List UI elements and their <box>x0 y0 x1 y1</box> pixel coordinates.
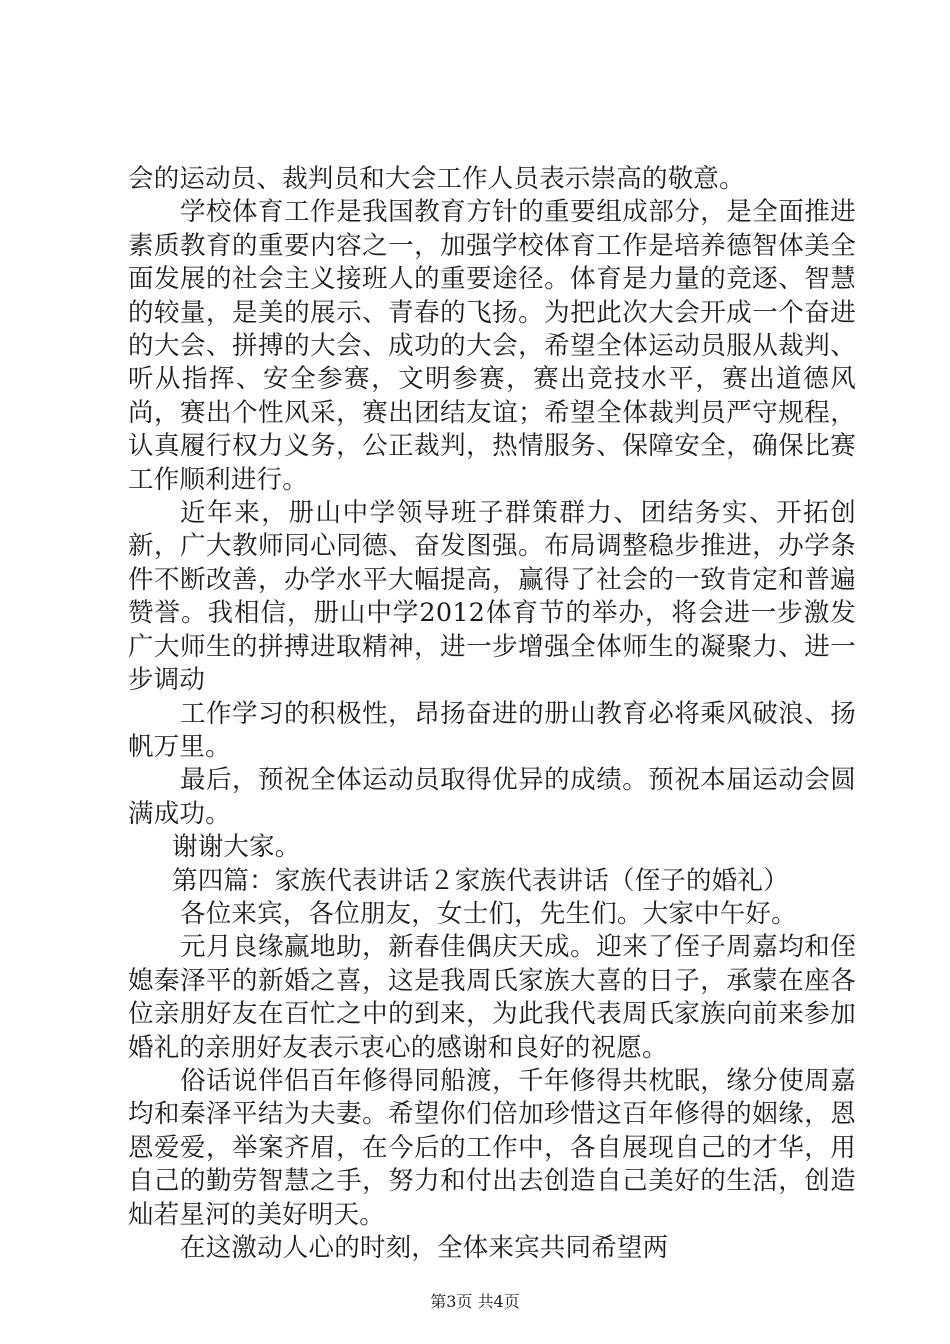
paragraph-closing-respect: 会的运动员、裁判员和大会工作人员表示崇高的敬意。 <box>128 164 745 194</box>
paragraph-work-enthusiasm: 工作学习的积极性，昂扬奋进的册山教育必将乘风破浪、扬帆万里。 <box>128 698 856 762</box>
paragraph-sports-education: 学校体育工作是我国教育方针的重要组成部分，是全面推进素质教育的重要内容之一，加强学校体育工作是培养德智体美全面发展的社会主义接班人的重要途径。体育是力量的竞逐、智慧的较量，是美的展示、青春的飞扬。为把此次大会开成一个奋进的大会、拼搏的大会、成功的大会，希望全体运动员服从裁判、听从指挥、安全参赛，文明参赛，赛出竞技水平，赛出道德风尚，赛出个性风采，赛出团结友谊；希望全体裁判员严守规程，认真履行权力义务，公正裁判，热情服务、保障安全，确保比赛工作顺利进行。 <box>128 197 856 495</box>
paragraph-wedding-welcome: 元月良缘赢地助，新春佳偶庆天成。迎来了侄子周嘉均和侄媳秦泽平的新婚之喜，这是我周氏家族大喜的日子，承蒙在座各位亲朋好友在百忙之中的到来，为此我代表周氏家族向前来参加婚礼的亲朋好友表示衷心的感谢和良好的祝愿。 <box>128 932 856 1063</box>
paragraph-greeting: 各位来宾，各位朋友，女士们，先生们。大家中午好。 <box>180 898 797 929</box>
paragraph-final-moment: 在这激动人心的时刻，全体来宾共同希望两 <box>180 1233 669 1263</box>
section-heading-part-four: 第四篇：家族代表讲话２家族代表讲话（侄子的婚礼） <box>172 865 789 896</box>
paragraph-school-progress: 近年来，册山中学领导班子群策群力、团结务实、开拓创新，广大教师同心同德、奋发图强。布局调整稳步推进，办学条件不断改善，办学水平大幅提高，赢得了社会的一致肯定和普遍赞誉。我相信，册山中学2012体育节的举办，将会进一步激发广大师生的拼搏进取精神，进一步增强全体师生的凝聚力、进一步调动 <box>128 498 856 696</box>
paragraph-marriage-wishes: 俗话说伴侣百年修得同船渡，千年修得共枕眠，缘分使周嘉均和秦泽平结为夫妻。希望你们倍加珍惜这百年修得的姻缘，恩恩爱爱，举案齐眉，在今后的工作中，各自展现自己的才华，用自己的勤劳智慧之手，努力和付出去创造自己美好的生活，创造灿若星河的美好明天。 <box>128 1065 856 1230</box>
document-body <box>128 163 856 1265</box>
paragraph-best-wishes: 最后，预祝全体运动员取得优异的成绩。预祝本届运动会圆满成功。 <box>128 765 856 829</box>
page-footer: 第3页 共4页 <box>430 1292 520 1311</box>
paragraph-thanks: 谢谢大家。 <box>172 832 301 863</box>
